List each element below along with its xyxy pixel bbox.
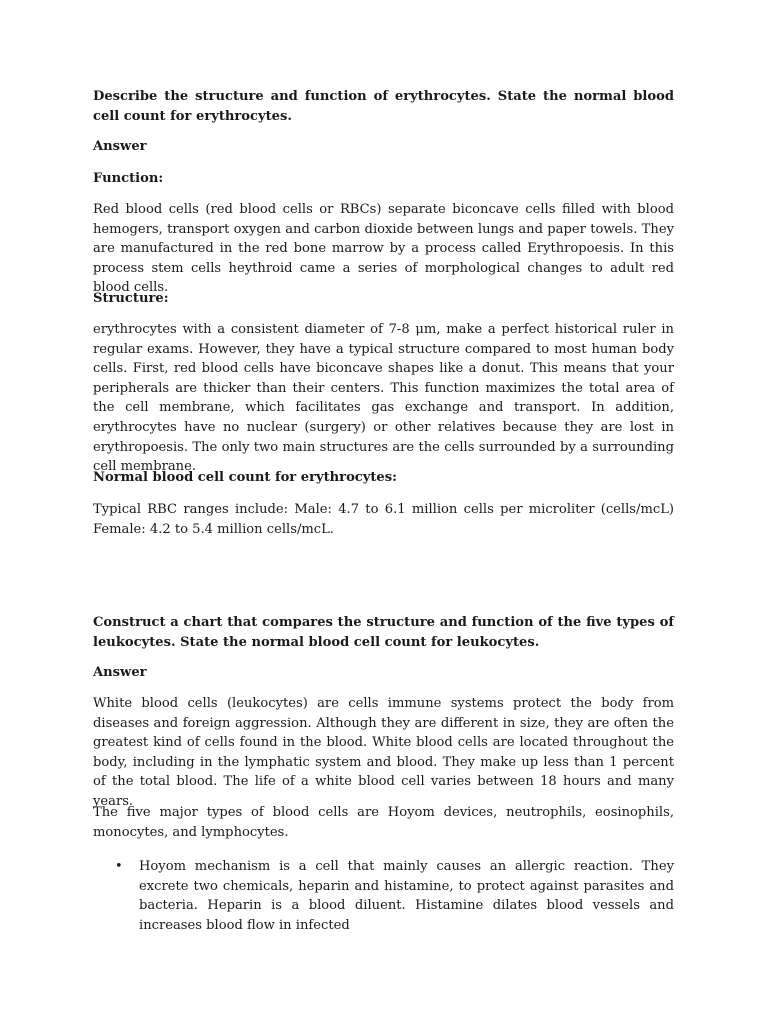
bullet-icon: • bbox=[115, 859, 123, 874]
question-1-heading: Describe the structure and function of erythrocytes. State the normal blood cell count for erythrocytes. bbox=[93, 89, 674, 124]
leukocyte-types-paragraph: The five major types of blood cells are Hoyom devices, neutrophils, eosinophils, monocytes, and lymphocytes. bbox=[93, 805, 674, 840]
erythrocyte-count-paragraph: Typical RBC ranges include: Male: 4.7 to 6.1 million cells per microliter (cells/mcL) Female: 4.2 to 5.4 million cells/mcL. bbox=[93, 502, 674, 537]
function-heading: Function: bbox=[93, 171, 164, 186]
erythrocyte-count-heading: Normal blood cell count for erythrocytes: bbox=[93, 470, 397, 485]
structure-heading: Structure: bbox=[93, 291, 169, 306]
question-1-answer-label: Answer bbox=[93, 139, 147, 154]
bullet-text: Hoyom mechanism is a cell that mainly causes an allergic reaction. They excrete two chemicals, heparin and histamine, to protect against parasites and bacteria. Heparin is a blood diluent. Histamine dilates blood vessels and increases blood flow in infected bbox=[139, 859, 674, 933]
question-2-answer-label: Answer bbox=[93, 665, 147, 680]
structure-paragraph: erythrocytes with a consistent diameter of 7-8 μm, make a perfect historical ruler in regular exams. However, they have a typical structure compared to most human body cells. First, red blood cells have biconcave shapes like a donut. This means that your peripherals are thicker than their centers. This function maximizes the total area of the cell membrane, which facilitates gas exchange and transport. In addition, erythrocytes have no nuclear (surgery) or other relatives because they are lost in erythropoesis. The only two main structures are the cells surrounded by a surrounding cell membrane. bbox=[93, 322, 674, 475]
leukocyte-intro-paragraph: White blood cells (leukocytes) are cells immune systems protect the body from diseases and foreign aggression. Although they are different in size, they are often the greatest kind of cells found in the blood. White blood cells are located throughout the body, including in the lymphatic system and blood. They make up less than 1 percent of the total blood. The life of a white blood cell varies between 18 hours and many years. bbox=[93, 696, 674, 809]
function-paragraph: Red blood cells (red blood cells or RBCs) separate biconcave cells filled with blood hemogers, transport oxygen and carbon dioxide between lungs and paper towels. They are manufactured in the red bone marrow by a process called Erythropoesis. In this process stem cells heythroid came a series of morphological changes to adult red blood cells. bbox=[93, 202, 674, 296]
question-2-heading: Construct a chart that compares the structure and function of the five types of leukocytes. State the normal blood cell count for leukocytes. bbox=[93, 615, 674, 650]
